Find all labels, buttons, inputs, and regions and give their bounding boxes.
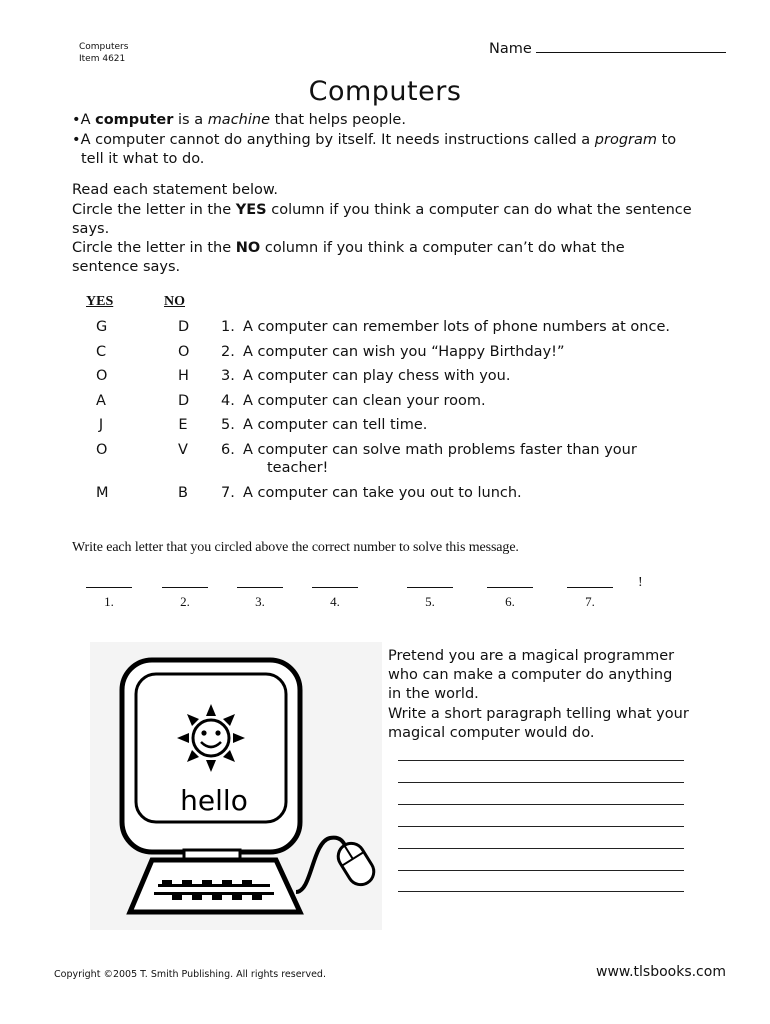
quiz-row — [0, 484, 670, 509]
header-item-number: Item 4621 — [79, 54, 126, 64]
fact-2-line-2: tell it what to do. — [81, 151, 205, 167]
name-label: Name — [489, 41, 532, 57]
instruction-text: column if you think a computer can do what the sentence — [266, 202, 692, 218]
no-letter[interactable]: O — [178, 343, 190, 360]
writing-line[interactable] — [398, 870, 684, 871]
yes-letter[interactable]: A — [96, 392, 106, 409]
no-letter[interactable]: D — [178, 319, 190, 335]
answer-blank-3[interactable] — [237, 587, 283, 588]
writing-line[interactable] — [398, 804, 684, 805]
instruction-no-line-2: sentence says. — [72, 259, 181, 275]
statement-text: A computer can clean your room. — [243, 392, 486, 409]
name-blank-line[interactable] — [536, 40, 726, 53]
statement-number: 2. — [221, 343, 235, 360]
answer-number-3: 3. — [255, 594, 265, 609]
statement-number: 5. — [221, 417, 235, 433]
yes-letter[interactable]: O — [96, 441, 108, 458]
answer-blank-7[interactable] — [567, 587, 613, 588]
prompt-line: Write a short paragraph telling what your — [388, 705, 689, 722]
instruction-text: Circle the letter in the — [72, 202, 236, 218]
name-field[interactable] — [489, 40, 726, 57]
statement-number: 6. — [221, 441, 235, 458]
bullet: • — [72, 132, 81, 148]
fact-2-text: to — [657, 132, 677, 148]
fact-1 — [72, 110, 406, 130]
quiz-row — [0, 318, 670, 343]
statement-text: A computer can wish you “Happy Birthday!” — [243, 343, 565, 360]
prompt-line: magical computer would do. — [388, 724, 595, 741]
no-letter[interactable]: H — [178, 368, 189, 384]
instruction-yes-keyword: YES — [235, 202, 267, 218]
answer-number-6: 6. — [505, 594, 515, 609]
answer-number-5: 5. — [425, 594, 435, 609]
instruction-no-keyword: NO — [235, 240, 261, 256]
screen-hello-text: hello — [180, 784, 248, 817]
answer-blank-6[interactable] — [487, 587, 533, 588]
no-letter[interactable]: B — [178, 484, 188, 501]
no-letter[interactable]: D — [178, 392, 190, 409]
yes-letter[interactable]: M — [96, 484, 109, 501]
sun-smiley-icon — [177, 704, 245, 772]
answer-number-2: 2. — [180, 594, 190, 609]
quiz-row — [0, 392, 670, 417]
prompt-line: who can make a computer do anything — [388, 667, 673, 684]
quiz-row — [0, 367, 670, 392]
fact-1-text: A — [80, 112, 96, 128]
writing-line[interactable] — [398, 891, 684, 892]
footer-website-link[interactable]: www.tlsbooks.com — [596, 964, 726, 980]
writing-prompt — [388, 647, 689, 743]
writing-line[interactable] — [398, 848, 684, 849]
instruction-yes — [72, 200, 692, 220]
quiz-table — [0, 318, 670, 508]
writing-line[interactable] — [398, 826, 684, 827]
computer-illustration — [90, 642, 382, 930]
instruction-no — [72, 238, 625, 258]
quiz-row — [0, 416, 670, 441]
answer-number-7: 7. — [585, 594, 595, 609]
instruction-yes-line-2: says. — [72, 221, 110, 237]
quiz-row — [0, 441, 670, 484]
statement-text: A computer can tell time. — [243, 417, 428, 433]
answer-blank-5[interactable] — [407, 587, 453, 588]
footer-copyright: Copyright ©2005 T. Smith Publishing. All rights reserved. — [54, 969, 326, 980]
writing-line[interactable] — [398, 782, 684, 783]
statement-text-line-1: A computer can solve math problems faster than your — [243, 441, 637, 458]
statement-text: A computer can play chess with you. — [243, 368, 511, 384]
answer-number-4: 4. — [330, 594, 340, 609]
statement-text — [243, 441, 670, 484]
answer-number-1: 1. — [104, 594, 114, 609]
instruction-read: Read each statement below. — [72, 182, 279, 198]
bullet: • — [72, 112, 81, 128]
yes-letter[interactable]: O — [96, 368, 108, 384]
fact-1-text: is a — [173, 112, 208, 128]
statement-number: 1. — [221, 319, 235, 335]
answer-blank-2[interactable] — [162, 587, 208, 588]
instruction-text: column if you think a computer can’t do what the — [260, 240, 625, 256]
statement-text: A computer can remember lots of phone numbers at once. — [243, 319, 670, 335]
page-title: Computers — [308, 76, 462, 107]
yes-letter[interactable]: J — [98, 417, 104, 433]
mouse-cord — [296, 838, 346, 892]
mouse-icon — [333, 838, 378, 889]
yes-column-header: YES — [86, 294, 114, 309]
no-letter[interactable]: V — [178, 441, 188, 458]
fact-1-bold-term: computer — [95, 112, 174, 128]
fact-1-text: that helps people. — [270, 112, 406, 128]
fact-2-italic-term: program — [594, 132, 658, 148]
answer-blank-1[interactable] — [86, 587, 132, 588]
message-exclamation: ! — [638, 575, 643, 590]
fact-1-italic-term: machine — [207, 112, 270, 128]
puzzle-instruction: Write each letter that you circled above the correct number to solve this message. — [72, 540, 519, 555]
statement-text: A computer can take you out to lunch. — [243, 484, 522, 501]
answer-blank-4[interactable] — [312, 587, 358, 588]
fact-2 — [72, 130, 676, 150]
statement-number: 7. — [221, 484, 235, 501]
yes-letter[interactable]: C — [96, 343, 107, 360]
writing-line[interactable] — [398, 760, 684, 761]
no-column-header: NO — [164, 294, 185, 309]
statement-text-line-2: teacher! — [267, 459, 329, 476]
instruction-text: Circle the letter in the — [72, 240, 236, 256]
yes-letter[interactable]: G — [96, 319, 108, 335]
quiz-row — [0, 343, 670, 368]
statement-number: 4. — [221, 392, 235, 409]
statement-number: 3. — [221, 368, 235, 384]
header-subject: Computers — [79, 42, 129, 52]
fact-2-text: A computer cannot do anything by itself. It needs instructions called a — [80, 132, 595, 148]
prompt-line: Pretend you are a magical programmer — [388, 648, 675, 664]
no-letter[interactable]: E — [178, 417, 188, 433]
prompt-line: in the world. — [388, 686, 479, 703]
